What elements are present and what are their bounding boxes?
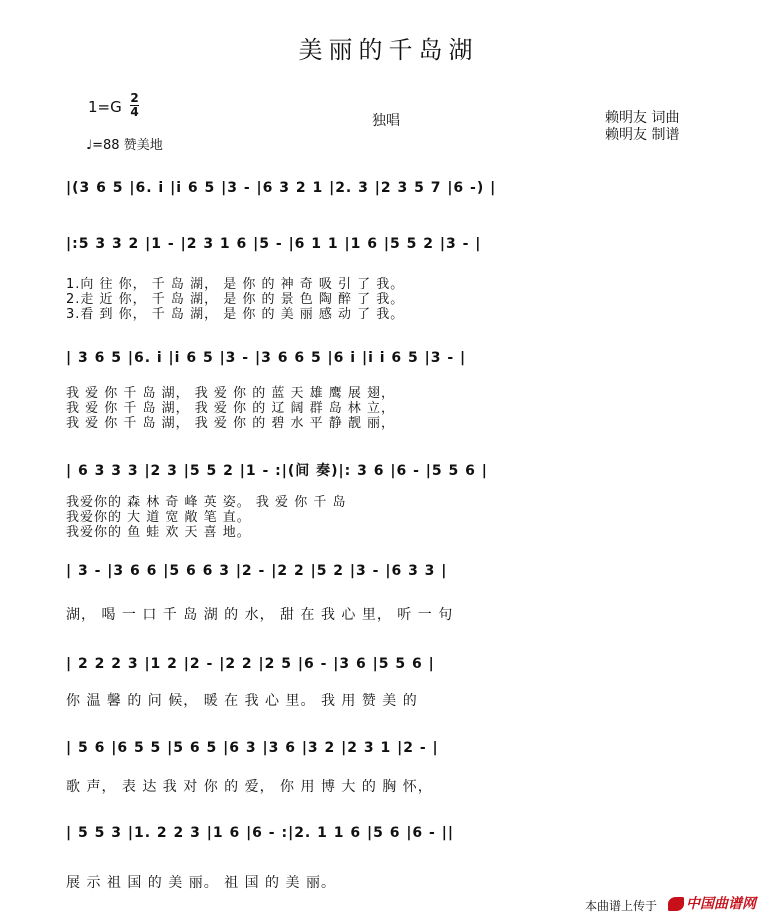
lyric-verse-1: 我 爱 你 千 岛 湖， 我 爱 你 的 蓝 天 雄 鹰 展 翅， (66, 386, 395, 401)
logo-icon (668, 897, 684, 911)
staff-line-8: | 5 5 3 |1. 2 2 3 |1 6 |6 - :|2. 1 1 6 |5 6 |6 - || (66, 825, 454, 841)
staff-line-3: | 3 6 5 |6. i |i 6 5 |3 - |3 6 6 5 |6 i |i i 6 5 |3 - | (66, 350, 467, 366)
staff-line-5: | 3 - |3 6 6 |5 6 6 3 |2 - |2 2 |5 2 |3 - |6 3 3 | (66, 563, 448, 579)
site-name: 中国曲谱网 (686, 896, 756, 912)
upload-note: 本曲谱上传于 (585, 899, 658, 913)
staff-line-2: |:5 3 3 2 |1 - |2 3 1 6 |5 - |6 1 1 |1 6 |5 5 2 |3 - | (66, 236, 482, 252)
lyric-verse-3: 我爱你的 鱼 蛙 欢 天 喜 地。 (66, 525, 251, 540)
credits (605, 110, 679, 144)
time-signature-top: 2 (130, 91, 139, 105)
credit-notation: 赖明友 制谱 (605, 127, 680, 143)
lyric-verse-2: 我爱你的 大 道 宽 敞 笔 直。 (66, 510, 251, 525)
song-title: 美丽的千岛湖 (298, 36, 479, 64)
lyrics-line-7: 展 示 祖 国 的 美 丽。 祖 国 的 美 丽。 (66, 875, 336, 891)
lyric-verse-3: 3.看 到 你， 千 岛 湖， 是 你 的 美 丽 感 动 了 我。 (66, 307, 405, 322)
time-signature-bottom: 4 (130, 105, 139, 119)
lyrics-block-2 (66, 386, 395, 431)
lyrics-line-5: 你 温 馨 的 问 候， 暖 在 我 心 里。 我 用 赞 美 的 (66, 693, 418, 709)
staff-line-1: |(3 6 5 |6. i |i 6 5 |3 - |6 3 2 1 |2. 3 |2 3 5 7 |6 -) | (66, 180, 497, 196)
site-logo[interactable] (668, 893, 756, 913)
key-signature: 1=G (88, 98, 122, 116)
lyric-verse-1: 我爱你的 森 林 奇 峰 英 姿。 我 爱 你 千 岛 (66, 495, 347, 510)
staff-line-7: | 5 6 |6 5 5 |5 6 5 |6 3 |3 6 |3 2 |2 3 1 |2 - | (66, 740, 439, 756)
tempo-marking: ♩=88 赞美地 (86, 138, 163, 153)
lyrics-line-6: 歌 声， 表 达 我 对 你 的 爱， 你 用 博 大 的 胸 怀， (66, 779, 433, 795)
time-signature (130, 92, 139, 119)
staff-line-4: | 6 3 3 3 |2 3 |5 5 2 |1 - :|(间 奏)|: 3 6 |6 - |5 5 6 | (66, 463, 488, 479)
staff-line-6: | 2 2 2 3 |1 2 |2 - |2 2 |2 5 |6 - |3 6 |5 5 6 | (66, 656, 435, 672)
lyrics-block-3 (66, 495, 346, 540)
lyrics-line-4: 湖， 喝 一 口 千 岛 湖 的 水， 甜 在 我 心 里， 听 一 句 (66, 607, 454, 623)
lyric-verse-3: 我 爱 你 千 岛 湖， 我 爱 你 的 碧 水 平 静 靓 丽， (66, 416, 395, 431)
lyrics-block-1 (66, 277, 404, 322)
lyric-verse-2: 我 爱 你 千 岛 湖， 我 爱 你 的 辽 阔 群 岛 林 立， (66, 401, 395, 416)
performance-type: 独唱 (372, 113, 400, 129)
lyric-verse-1: 1.向 往 你， 千 岛 湖， 是 你 的 神 奇 吸 引 了 我。 (66, 277, 405, 292)
lyric-verse-2: 2.走 近 你， 千 岛 湖， 是 你 的 景 色 陶 醉 了 我。 (66, 292, 405, 307)
credit-lyrics-music: 赖明友 词曲 (605, 110, 680, 126)
